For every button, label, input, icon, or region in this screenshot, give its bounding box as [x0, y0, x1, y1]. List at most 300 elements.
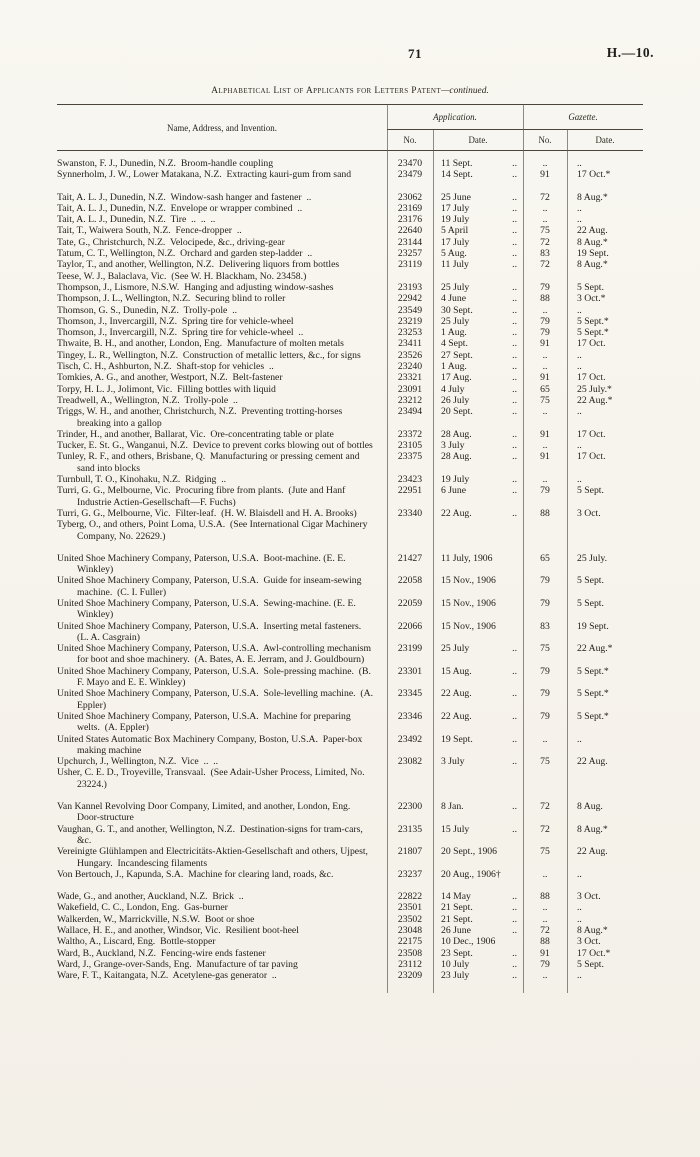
date-filler-dots: .. [512, 361, 517, 373]
application-date-text: 5 Aug. [441, 248, 467, 260]
table-row [57, 869, 643, 880]
application-date-cell [433, 293, 523, 304]
application-no-cell: 22640 [397, 225, 423, 237]
gazette-no-cell: 72 [540, 925, 550, 936]
gazette-no-cell: .. [542, 868, 548, 880]
table-row [57, 598, 643, 621]
gazette-no-cell: .. [542, 214, 548, 226]
name-address-invention-cell: Tunley, R. F., and others, Brisbane, Q. Manufacturing or pressing cement and sand into blocks [57, 451, 362, 474]
application-date-cell [433, 891, 523, 902]
application-date-cell [433, 338, 523, 349]
application-date-cell [433, 169, 523, 180]
gazette-date-cell: 5 Sept. [577, 958, 604, 970]
application-date-cell [433, 248, 523, 259]
name-address-invention-cell: Tait, A. L. J., Dunedin, N.Z. Tire .. .. .. [57, 214, 216, 226]
date-filler-dots: .. [512, 947, 517, 959]
table-row [57, 891, 643, 902]
gazette-no-cell: 72 [540, 236, 550, 248]
gazette-no-cell: .. [542, 902, 548, 914]
date-filler-dots: .. [512, 327, 517, 339]
name-address-invention-cell: Ward, B., Auckland, N.Z. Fencing-wire ends fastener [57, 947, 266, 959]
application-date-text: 4 July [441, 383, 465, 395]
letter-group [57, 553, 643, 790]
application-no-cell: 23479 [397, 169, 423, 181]
application-no-cell: 23423 [397, 474, 423, 486]
gazette-no-cell: .. [542, 202, 548, 214]
name-address-invention-cell: Thompson, J. L., Wellington, N.Z. Securing blind to roller [57, 293, 286, 305]
header-name-column: Name, Address, and Invention. [167, 122, 277, 133]
application-date-text: 17 Aug. [441, 372, 472, 384]
application-date-cell [433, 214, 523, 225]
table-row [57, 350, 643, 361]
application-no-cell: 23526 [397, 349, 423, 361]
name-address-invention-cell: Tait, A. L. J., Dunedin, N.Z. Window-sash hanger and fastener .. [57, 191, 312, 203]
application-date-text: 25 July [441, 643, 470, 655]
name-address-invention-cell: Turri, G. G., Melbourne, Vic. Filter-leaf. (H. W. Blaisdell and H. A. Brooks) [57, 507, 357, 519]
application-no-cell: 23321 [397, 372, 423, 384]
gazette-no-cell: 79 [540, 315, 550, 327]
gazette-date-cell: .. [577, 361, 582, 373]
application-no-cell: 23253 [397, 327, 423, 339]
page-title-continued: —continued. [441, 86, 489, 96]
table-row [57, 372, 643, 383]
table-row [57, 801, 643, 824]
gazette-no-cell: 79 [540, 327, 550, 339]
header-application-no: No. [403, 135, 417, 145]
gazette-date-cell: .. [577, 304, 582, 316]
application-date-text: 25 July [441, 315, 470, 327]
name-address-invention-cell: Tyberg, O., and others, Point Loma, U.S.A. (See International Cigar Machinery Company, No. 22629.) [57, 519, 370, 542]
application-date-cell [433, 508, 523, 519]
column-divider [387, 104, 388, 993]
application-no-cell: 23340 [397, 507, 423, 519]
gazette-date-cell: .. [577, 970, 582, 982]
table-row [57, 711, 643, 734]
application-no-cell: 23091 [397, 383, 423, 395]
table-row [57, 688, 643, 711]
table-row [57, 192, 643, 203]
application-no-cell: 23492 [397, 733, 423, 745]
gazette-no-cell: 79 [540, 281, 550, 293]
gazette-date-cell: 8 Aug.* [577, 259, 608, 271]
gazette-date-cell: 5 Sept. [577, 485, 604, 497]
gazette-date-cell: 3 Oct. [577, 891, 601, 903]
name-address-invention-cell: Usher, C. E. D., Troyeville, Transvaal. (See Adair-Usher Process, Limited, No. 23224.) [57, 767, 367, 790]
date-filler-dots: .. [512, 304, 517, 316]
application-date-cell [433, 902, 523, 913]
table-row [57, 666, 643, 689]
date-filler-dots: .. [512, 756, 517, 768]
application-no-cell: 23169 [397, 202, 423, 214]
header-gazette-no: No. [538, 135, 552, 145]
application-no-cell: 22058 [397, 575, 423, 587]
application-no-cell: 23494 [397, 406, 423, 418]
application-date-text: 23 July [441, 970, 470, 982]
gazette-date-cell: 22 Aug. [577, 756, 608, 768]
application-date-text: 28 Aug. [441, 428, 472, 440]
application-no-cell: 22066 [397, 620, 423, 632]
application-no-cell: 23048 [397, 925, 423, 936]
name-address-invention-cell: Tait, T., Waiwera South, N.Z. Fence-dropper .. [57, 225, 242, 237]
date-filler-dots: .. [512, 710, 517, 722]
name-address-invention-cell: United Shoe Machinery Company, Paterson, U.S.A. Boot-machine. (E. E. Winkley) [57, 552, 348, 576]
application-date-text: 19 July [441, 474, 470, 486]
table-row [57, 474, 643, 485]
application-no-cell: 22951 [397, 485, 423, 497]
gazette-no-cell: 65 [540, 552, 550, 564]
gazette-no-cell: 75 [540, 394, 550, 406]
application-date-text: 3 July [441, 440, 465, 452]
table-row [57, 902, 643, 913]
table-row [57, 384, 643, 395]
application-no-cell: 22942 [397, 293, 423, 305]
date-filler-dots: .. [512, 236, 517, 248]
application-date-text: 5 April [441, 225, 469, 237]
column-divider [433, 129, 434, 993]
name-address-invention-cell: Vereinigte Glühlampen and Electricitäts-Aktien-Gesellschaft and others, Ujpest, Hungary. Incandescing filaments [57, 846, 371, 869]
gazette-date-cell: 8 Aug.* [577, 925, 608, 936]
name-address-invention-cell: United Shoe Machinery Company, Paterson, U.S.A. Sole-levelling machine. (A. Eppler) [57, 688, 376, 711]
date-filler-dots: .. [512, 913, 517, 925]
application-date-cell [433, 192, 523, 203]
name-address-invention-cell: Tisch, C. H., Ashburton, N.Z. Shaft-stop for vehicles .. [57, 361, 274, 373]
table-row [57, 621, 643, 644]
gazette-date-cell: 3 Oct.* [577, 293, 606, 305]
application-date-cell [433, 666, 523, 677]
gazette-date-cell: 5 Sept.* [577, 327, 609, 339]
date-filler-dots: .. [512, 665, 517, 677]
patent-table [57, 104, 643, 993]
application-date-cell [433, 384, 523, 395]
gazette-no-cell: 79 [540, 485, 550, 497]
gazette-date-cell: 5 Sept.* [577, 710, 609, 722]
gazette-date-cell: 22 Aug.* [577, 394, 613, 406]
application-no-cell: 23209 [397, 970, 423, 982]
gazette-no-cell: 79 [540, 597, 550, 609]
gazette-date-cell: 19 Sept. [577, 620, 609, 632]
name-address-invention-cell: Tatum, C. T., Wellington, N.Z. Orchard and garden step-ladder .. [57, 248, 313, 260]
gazette-no-cell: 83 [540, 248, 550, 260]
application-no-cell: 22300 [397, 801, 423, 813]
application-no-cell: 23082 [397, 756, 423, 768]
gazette-no-cell: 91 [540, 451, 550, 463]
table-row [57, 970, 643, 981]
name-address-invention-cell: Treadwell, A., Wellington, N.Z. Trolly-pole .. [57, 394, 238, 406]
gazette-date-cell: .. [577, 440, 582, 452]
gazette-no-cell: 72 [540, 801, 550, 813]
name-address-invention-cell: Van Kannel Revolving Door Company, Limited, and another, London, Eng. Door-structure [57, 801, 356, 824]
application-date-cell [433, 948, 523, 959]
gazette-date-cell: 5 Sept. [577, 597, 604, 609]
name-address-invention-cell: United Shoe Machinery Company, Paterson, U.S.A. Sole-pressing machine. (B. F. Mayo and E. E. Winkley) [57, 665, 374, 689]
gazette-no-cell: 72 [540, 823, 550, 835]
application-date-cell [433, 846, 523, 857]
application-no-cell: 23470 [397, 158, 423, 169]
application-date-text: 4 Sept. [441, 338, 468, 350]
application-date-text: 17 July [441, 202, 470, 214]
gazette-date-cell: 25 July. [577, 552, 608, 564]
application-no-cell: 23176 [397, 214, 423, 226]
name-address-invention-cell: United Shoe Machinery Company, Paterson, U.S.A. Awl-controlling mechanism for boot and shoe machinery. (A. Bates, A. E. Jerram, and J. Gouldbourn) [57, 643, 374, 666]
name-address-invention-cell: United Shoe Machinery Company, Paterson, U.S.A. Inserting metal fasteners. (L. A. Casgrain) [57, 620, 367, 643]
table-row [57, 327, 643, 338]
application-no-cell: 23502 [397, 913, 423, 925]
application-no-cell: 23144 [397, 236, 423, 248]
name-address-invention-cell: Thomson, J., Invercargill, N.Z. Spring tire for vehicle-wheel .. [57, 327, 304, 339]
gazette-date-cell: 17 Oct. [577, 372, 606, 384]
name-address-invention-cell: Vaughan, G. T., and another, Wellington, N.Z. Destination-signs for tram-cars, &c. [57, 823, 366, 846]
name-address-invention-cell: Upchurch, J., Wellington, N.Z. Vice .. .. [57, 756, 219, 768]
gazette-date-cell: 17 Oct. [577, 338, 606, 350]
date-filler-dots: .. [512, 474, 517, 486]
table-row [57, 225, 643, 236]
name-address-invention-cell: Tait, A. L. J., Dunedin, N.Z. Envelope or wrapper combined .. [57, 202, 303, 214]
gazette-no-cell: 91 [540, 428, 550, 440]
application-no-cell: 23135 [397, 823, 423, 835]
application-no-cell: 22059 [397, 597, 423, 609]
table-row [57, 214, 643, 225]
name-address-invention-cell: United States Automatic Box Machinery Company, Boston, U.S.A. Paper-box making machine [57, 733, 365, 756]
application-date-text: 14 Sept. [441, 169, 473, 181]
name-address-invention-cell: Tucker, E. St. G., Wanganui, N.Z. Device to prevent corks blowing out of bottles [57, 440, 373, 452]
gazette-no-cell: .. [542, 913, 548, 925]
gazette-date-cell: .. [577, 733, 582, 745]
gazette-date-cell: 19 Sept. [577, 248, 609, 260]
name-address-invention-cell: Triggs, W. H., and another, Christchurch, N.Z. Preventing trotting-horses breaking into a gallop [57, 406, 345, 429]
gazette-date-cell: 17 Oct.* [577, 947, 611, 959]
gazette-date-cell: 5 Sept.* [577, 315, 609, 327]
table-row [57, 553, 643, 576]
application-date-text: 11 Sept. [441, 158, 473, 169]
name-address-invention-cell: United Shoe Machinery Company, Paterson, U.S.A. Machine for preparing welts. (A. Eppler) [57, 710, 354, 734]
application-date-text: 15 Aug. [441, 665, 472, 677]
date-filler-dots: .. [512, 248, 517, 260]
gazette-no-cell: .. [542, 474, 548, 486]
name-address-invention-cell: Turnbull, T. O., Kinohaku, N.Z. Ridging .. [57, 474, 227, 486]
gazette-no-cell: .. [542, 406, 548, 418]
table-row [57, 395, 643, 406]
gazette-date-cell: 25 July.* [577, 383, 612, 395]
application-date-cell [433, 158, 523, 169]
gazette-date-cell: 22 Aug. [577, 225, 608, 237]
date-filler-dots: .. [512, 349, 517, 361]
gazette-date-cell: 17 Oct.* [577, 169, 611, 181]
application-date-cell [433, 485, 523, 496]
name-address-invention-cell: Taylor, T., and another, Wellington, N.Z. Delivering liquors from bottles [57, 259, 340, 271]
table-row [57, 440, 643, 451]
gazette-no-cell: 79 [540, 710, 550, 722]
document-reference: H.—10. [606, 45, 654, 60]
header-gazette: Gazette. [523, 105, 643, 130]
application-no-cell: 23346 [397, 710, 423, 722]
application-date-text: 22 Aug. [441, 688, 472, 700]
gazette-no-cell: .. [542, 158, 548, 169]
name-address-invention-cell: Ware, F. T., Kaitangata, N.Z. Acetylene-gas generator .. [57, 970, 277, 982]
name-address-invention-cell: Thompson, J., Lismore, N.S.W. Hanging and adjusting window-sashes [57, 281, 334, 293]
name-address-invention-cell: Wade, G., and another, Auckland, N.Z. Brick .. [57, 891, 244, 903]
application-date-text: 23 Sept. [441, 947, 473, 959]
name-address-invention-cell: Ward, J., Grange-over-Sands, Eng. Manufacture of tar paving [57, 958, 298, 970]
column-divider [523, 104, 524, 993]
gazette-no-cell: 72 [540, 259, 550, 271]
application-date-cell [433, 959, 523, 970]
application-date-text: 14 May [441, 891, 471, 903]
page-number: 71 [408, 46, 422, 61]
header-gazette-date: Date. [595, 135, 615, 145]
application-date-text: 15 Nov., 1906 [441, 620, 496, 632]
gazette-no-cell: 88 [540, 293, 550, 305]
gazette-no-cell: .. [542, 349, 548, 361]
application-date-text: 30 Sept. [441, 304, 473, 316]
table-row [57, 338, 643, 349]
table-row [57, 914, 643, 925]
gazette-date-cell: 8 Aug.* [577, 823, 608, 835]
gazette-no-cell: 72 [540, 191, 550, 203]
table-row [57, 248, 643, 259]
application-date-cell [433, 406, 523, 417]
application-date-text: 20 Aug., 1906† [441, 868, 501, 880]
gazette-date-cell: 17 Oct. [577, 451, 606, 463]
date-filler-dots: .. [512, 169, 517, 181]
gazette-no-cell: 88 [540, 507, 550, 519]
application-no-cell: 23345 [397, 688, 423, 700]
application-no-cell: 23237 [397, 868, 423, 880]
application-date-cell [433, 305, 523, 316]
name-address-invention-cell: United Shoe Machinery Company, Paterson, U.S.A. Sewing-machine. (E. E. Winkley) [57, 597, 359, 621]
application-date-cell [433, 936, 523, 947]
date-filler-dots: .. [512, 191, 517, 203]
gazette-no-cell: 79 [540, 575, 550, 587]
date-filler-dots: .. [512, 383, 517, 395]
application-date-cell [433, 451, 523, 462]
header-application-date: Date. [468, 135, 488, 145]
application-date-cell [433, 925, 523, 936]
application-date-cell [433, 372, 523, 383]
table-row [57, 203, 643, 214]
application-date-cell [433, 643, 523, 654]
table-row [57, 451, 643, 474]
gazette-no-cell: 91 [540, 338, 550, 350]
page-title-main: Alphabetical List of Applicants for Letters Patent [211, 86, 442, 96]
letter-group [57, 801, 643, 880]
application-no-cell: 23301 [397, 665, 423, 677]
application-date-text: 15 Nov., 1906 [441, 575, 496, 587]
date-filler-dots: .. [512, 281, 517, 293]
gazette-date-cell: .. [577, 474, 582, 486]
name-address-invention-cell: Thwaite, B. H., and another, London, Eng. Manufacture of molten metals [57, 338, 344, 350]
application-date-cell [433, 869, 523, 880]
table-row [57, 237, 643, 248]
application-no-cell: 23508 [397, 947, 423, 959]
application-date-text: 22 Aug. [441, 710, 472, 722]
gazette-date-cell: 3 Oct. [577, 936, 601, 948]
gazette-no-cell: .. [542, 304, 548, 316]
gazette-no-cell: .. [542, 440, 548, 452]
application-date-text: 17 July [441, 236, 470, 248]
gazette-no-cell: 91 [540, 947, 550, 959]
table-row [57, 361, 643, 372]
date-filler-dots: .. [512, 158, 517, 169]
date-filler-dots: .. [512, 451, 517, 463]
gazette-date-cell: .. [577, 214, 582, 226]
name-address-invention-cell: Trinder, H., and another, Ballarat, Vic. Ore-concentrating table or plate [57, 428, 334, 440]
application-date-text: 11 July [441, 259, 469, 271]
name-address-invention-cell: Wallace, H. E., and another, Windsor, Vic. Resilient boot-heel [57, 925, 299, 936]
name-address-invention-cell: Tate, G., Christchurch, N.Z. Velocipede, &c., driving-gear [57, 236, 285, 248]
application-date-text: 20 Sept., 1906 [441, 846, 497, 858]
date-filler-dots: .. [512, 225, 517, 237]
column-divider [567, 129, 568, 993]
gazette-no-cell: .. [542, 733, 548, 745]
table-row [57, 767, 643, 790]
gazette-no-cell: 75 [540, 643, 550, 655]
name-address-invention-cell: Torpy, H. L. J., Jolimont, Vic. Filling bottles with liquid [57, 383, 276, 395]
gazette-date-cell: .. [577, 349, 582, 361]
table-row [57, 508, 643, 519]
application-no-cell: 21807 [397, 846, 423, 858]
gazette-no-cell: 91 [540, 169, 550, 181]
application-date-cell [433, 316, 523, 327]
gazette-date-cell: .. [577, 406, 582, 418]
gazette-no-cell: 91 [540, 372, 550, 384]
name-address-invention-cell: Wakefield, C. C., London, Eng. Gas-burner [57, 902, 228, 914]
table-row [57, 756, 643, 767]
table-row [57, 259, 643, 270]
table-row [57, 282, 643, 293]
name-address-invention-cell: Waltho, A., Liscard, Eng. Bottle-stopper [57, 936, 216, 948]
application-date-text: 8 Jan. [441, 801, 464, 813]
table-row [57, 846, 643, 869]
date-filler-dots: .. [512, 688, 517, 700]
date-filler-dots: .. [512, 259, 517, 271]
gazette-date-cell: .. [577, 868, 582, 880]
application-date-text: 22 Aug. [441, 507, 472, 519]
date-filler-dots: .. [512, 202, 517, 214]
date-filler-dots: .. [512, 315, 517, 327]
application-date-cell [433, 970, 523, 981]
application-date-cell [433, 621, 523, 632]
gazette-no-cell: .. [542, 361, 548, 373]
table-body [57, 151, 643, 993]
gazette-no-cell: 83 [540, 620, 550, 632]
application-no-cell: 23199 [397, 643, 423, 655]
name-address-invention-cell: Walkerden, W., Marrickville, N.S.W. Boot or shoe [57, 913, 255, 925]
date-filler-dots: .. [512, 293, 517, 305]
gazette-date-cell: .. [577, 902, 582, 914]
gazette-no-cell: 75 [540, 756, 550, 768]
table-row [57, 824, 643, 847]
application-date-cell [433, 259, 523, 270]
gazette-date-cell: 3 Oct. [577, 507, 601, 519]
application-date-text: 28 Aug. [441, 451, 472, 463]
application-no-cell: 23062 [397, 191, 423, 203]
date-filler-dots: .. [512, 801, 517, 813]
table-row [57, 169, 643, 180]
table-row [57, 959, 643, 970]
table-row [57, 158, 643, 169]
header-application: Application. [387, 105, 523, 130]
application-no-cell: 23219 [397, 315, 423, 327]
application-date-cell [433, 734, 523, 745]
gazette-no-cell: 75 [540, 846, 550, 858]
application-no-cell: 23375 [397, 451, 423, 463]
application-no-cell: 21427 [397, 552, 423, 564]
application-date-cell [433, 474, 523, 485]
date-filler-dots: .. [512, 507, 517, 519]
table-header [57, 104, 643, 151]
application-date-text: 6 June [441, 485, 467, 497]
gazette-no-cell: 88 [540, 936, 550, 948]
